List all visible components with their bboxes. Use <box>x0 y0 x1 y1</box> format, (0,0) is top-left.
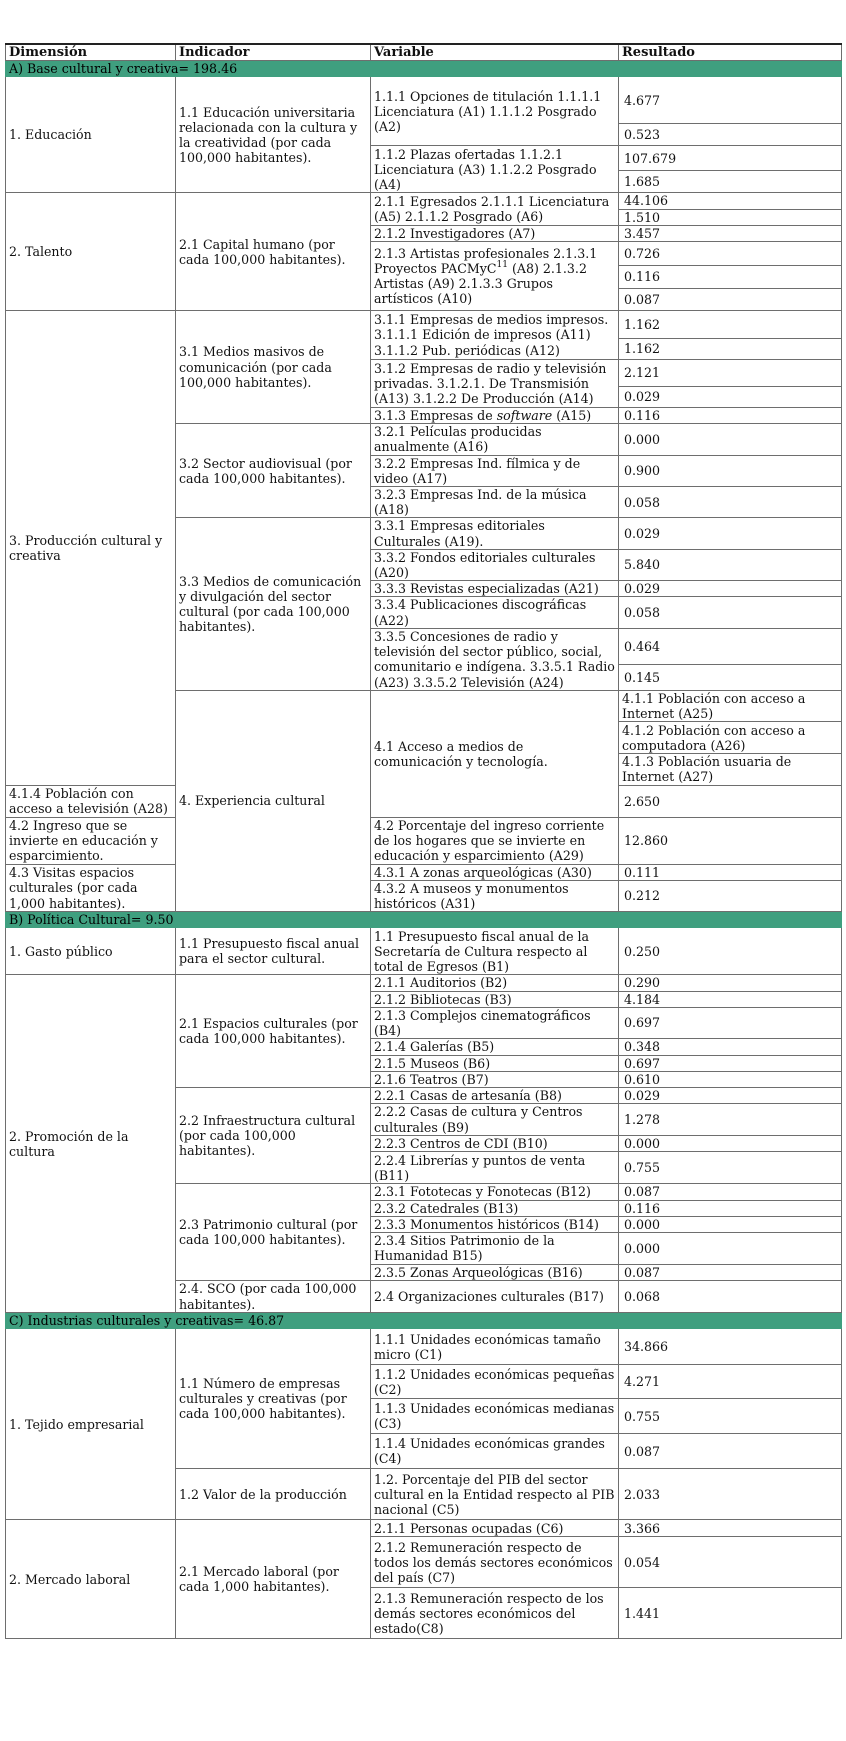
variable-text: 2.1.3 Artistas profesionales 2.1.3.1 Proyectos PACMyC <box>374 245 598 276</box>
variable-cell: 1.1.4 Unidades económicas grandes (C4) <box>371 1434 619 1469</box>
variable-cell: 4.1.2 Población con acceso a computadora (A26) <box>619 722 842 754</box>
section-header-b: B) Política Cultural= 9.50 <box>6 912 842 928</box>
indicator-cell: 3.1 Medios masivos de comunicación (por cada 100,000 habitantes). <box>176 311 371 424</box>
indicator-cell: 4.3 Visitas espacios culturales (por cada 1,000 habitantes). <box>6 864 176 912</box>
result-cell: 4.677 <box>619 77 842 124</box>
result-cell: 12.860 <box>619 817 842 864</box>
variable-cell: 1.1.1 Opciones de titulación 1.1.1.1 Licenciatura (A1) 1.1.1.2 Posgrado (A2) <box>371 77 619 146</box>
result-cell: 0.697 <box>619 1007 842 1038</box>
result-cell: 0.348 <box>619 1039 842 1055</box>
indicator-cell: 2.2 Infraestructura cultural (por cada 100,000 habitantes). <box>176 1087 371 1183</box>
result-cell: 3.457 <box>619 225 842 241</box>
result-cell: 0.029 <box>619 581 842 597</box>
dimension-cell: 1. Educación <box>6 77 176 193</box>
variable-cell: 2.1.5 Museos (B6) <box>371 1055 619 1071</box>
indicator-cell: 1.1 Número de empresas culturales y creativas (por cada 100,000 habitantes). <box>176 1329 371 1469</box>
variable-cell: 2.2.2 Casas de cultura y Centros culturales (B9) <box>371 1104 619 1136</box>
result-cell: 1.685 <box>619 171 842 193</box>
variable-cell: 2.3.1 Fototecas y Fonotecas (B12) <box>371 1184 619 1200</box>
result-cell: 0.116 <box>619 408 842 424</box>
dimension-cell: 1. Tejido empresarial <box>6 1329 176 1520</box>
result-cell: 5.840 <box>619 549 842 580</box>
variable-cell: 2.3.5 Zonas Arqueológicas (B16) <box>371 1264 619 1280</box>
variable-cell: 3.1.1 Empresas de medios impresos. 3.1.1.1 Edición de impresos (A11) 3.1.1.2 Pub. periódicas (A12) <box>371 311 619 360</box>
result-cell: 0.087 <box>619 1434 842 1469</box>
variable-cell: 3.2.3 Empresas Ind. de la música (A18) <box>371 487 619 518</box>
result-cell: 0.116 <box>619 1200 842 1216</box>
variable-cell: 3.2.1 Películas producidas anualmente (A16) <box>371 424 619 455</box>
variable-cell: 2.1.2 Remuneración respecto de todos los demás sectores económicos del país (C7) <box>371 1537 619 1588</box>
result-cell: 0.068 <box>619 1281 842 1313</box>
variable-cell: 4.3.1 A zonas arqueológicas (A30) <box>371 864 619 880</box>
variable-text: (A15) <box>552 408 592 424</box>
variable-cell <box>371 242 619 311</box>
result-cell: 0.054 <box>619 1537 842 1588</box>
result-cell: 0.212 <box>619 880 842 911</box>
variable-cell: 2.1.6 Teatros (B7) <box>371 1071 619 1087</box>
variable-cell: 1.1 Presupuesto fiscal anual de la Secretaría de Cultura respecto al total de Egresos (B1) <box>371 928 619 975</box>
indicator-cell: 2.1 Capital humano (por cada 100,000 habitantes). <box>176 193 371 311</box>
dimension-cell: 2. Talento <box>6 193 176 311</box>
result-cell: 0.523 <box>619 124 842 146</box>
indicator-cell: 3.3 Medios de comunicación y divulgación del sector cultural (por cada 100,000 habitantes). <box>176 518 371 690</box>
section-header-c: C) Industrias culturales y creativas= 46.87 <box>6 1313 842 1329</box>
variable-cell: 2.1.3 Remuneración respecto de los demás sectores económicos del estado(C8) <box>371 1588 619 1639</box>
indicator-cell: 2.1 Mercado laboral (por cada 1,000 habitantes). <box>176 1520 371 1639</box>
variable-cell: 2.2.3 Centros de CDI (B10) <box>371 1136 619 1152</box>
result-cell: 2.033 <box>619 1469 842 1520</box>
dimension-cell: 1. Gasto público <box>6 928 176 975</box>
result-cell: 0.029 <box>619 518 842 549</box>
result-cell: 1.510 <box>619 209 842 225</box>
result-cell: 44.106 <box>619 193 842 209</box>
result-cell: 0.697 <box>619 1055 842 1071</box>
indicator-cell: 4.1 Acceso a medios de comunicación y tecnología. <box>371 690 619 817</box>
indicator-cell: 1.2 Valor de la producción <box>176 1469 371 1520</box>
indicator-cell: 1.1 Presupuesto fiscal anual para el sector cultural. <box>176 928 371 975</box>
variable-text-italic: software <box>496 408 553 424</box>
variable-text: (A8) 2.1.3.2 Artistas (A9) 2.1.3.3 Grupos artísticos (A10) <box>374 260 587 307</box>
result-cell: 0.000 <box>619 1136 842 1152</box>
result-cell: 0.000 <box>619 424 842 455</box>
result-cell: 4.271 <box>619 1365 842 1399</box>
indicator-cell: 2.3 Patrimonio cultural (por cada 100,000 habitantes). <box>176 1184 371 1281</box>
result-cell: 0.726 <box>619 242 842 266</box>
header-variable: Variable <box>371 44 619 61</box>
result-cell: 0.610 <box>619 1071 842 1087</box>
header-indicator: Indicador <box>176 44 371 61</box>
result-cell: 0.000 <box>619 1216 842 1232</box>
result-cell: 0.755 <box>619 1152 842 1184</box>
variable-cell: 1.2. Porcentaje del PIB del sector cultural en la Entidad respecto al PIB nacional (C5) <box>371 1469 619 1520</box>
variable-cell: 2.1.1 Egresados 2.1.1.1 Licenciatura (A5) 2.1.1.2 Posgrado (A6) <box>371 193 619 225</box>
variable-cell: 3.3.5 Concesiones de radio y televisión del sector público, social, comunitario e indígena. 3.3.5.1 Radio (A23) 3.3.5.2 Televisión (A24) <box>371 628 619 690</box>
variable-cell: 2.1.3 Complejos cinematográficos (B4) <box>371 1007 619 1038</box>
variable-cell: 2.2.4 Librerías y puntos de venta (B11) <box>371 1152 619 1184</box>
result-cell: 2.121 <box>619 360 842 387</box>
variable-cell: 4.1.1 Población con acceso a Internet (A25) <box>619 690 842 721</box>
variable-cell: 4.1.3 Población usuaria de Internet (A27) <box>619 754 842 785</box>
result-cell: 0.029 <box>619 387 842 408</box>
variable-cell: 2.1.4 Galerías (B5) <box>371 1039 619 1055</box>
dimension-cell: 2. Promoción de la cultura <box>6 975 176 1313</box>
section-header-a: A) Base cultural y creativa= 198.46 <box>6 61 842 77</box>
variable-cell: 1.1.2 Plazas ofertadas 1.1.2.1 Licenciatura (A3) 1.1.2.2 Posgrado (A4) <box>371 146 619 193</box>
variable-cell: 2.1.1 Auditorios (B2) <box>371 975 619 991</box>
result-cell: 3.366 <box>619 1520 842 1537</box>
indicator-cell: 4.2 Ingreso que se invierte en educación y esparcimiento. <box>6 817 176 864</box>
variable-cell: 3.2.2 Empresas Ind. fílmica y de video (A17) <box>371 455 619 486</box>
result-cell: 107.679 <box>619 146 842 171</box>
indicator-cell: 2.1 Espacios culturales (por cada 100,000 habitantes). <box>176 975 371 1087</box>
result-cell: 0.145 <box>619 664 842 690</box>
variable-cell: 3.3.3 Revistas especializadas (A21) <box>371 581 619 597</box>
result-cell: 0.087 <box>619 1264 842 1280</box>
result-cell: 1.278 <box>619 1104 842 1136</box>
indicator-cell: 1.1 Educación universitaria relacionada con la cultura y la creatividad (por cada 100,000 habitantes). <box>176 77 371 193</box>
result-cell: 0.029 <box>619 1087 842 1103</box>
variable-cell: 2.1.1 Personas ocupadas (C6) <box>371 1520 619 1537</box>
dimension-cell: 4. Experiencia cultural <box>176 690 371 911</box>
result-cell: 0.250 <box>619 928 842 975</box>
footnote-marker: 11 <box>496 259 508 270</box>
dimension-cell: 3. Producción cultural y creativa <box>6 311 176 786</box>
dimension-cell: 2. Mercado laboral <box>6 1520 176 1639</box>
variable-cell: 1.1.2 Unidades económicas pequeñas (C2) <box>371 1365 619 1399</box>
result-cell: 1.441 <box>619 1588 842 1639</box>
variable-cell: 3.3.2 Fondos editoriales culturales (A20) <box>371 549 619 580</box>
variable-cell: 2.1.2 Investigadores (A7) <box>371 225 619 241</box>
variable-cell: 2.3.4 Sitios Patrimonio de la Humanidad B15) <box>371 1232 619 1264</box>
result-cell: 0.111 <box>619 864 842 880</box>
result-cell: 4.184 <box>619 991 842 1007</box>
variable-cell: 3.1.2 Empresas de radio y televisión privadas. 3.1.2.1. De Transmisión (A13) 3.1.2.2 De Producción (A14) <box>371 360 619 408</box>
result-cell: 0.000 <box>619 1232 842 1264</box>
variable-cell <box>371 408 619 424</box>
variable-cell: 4.3.2 A museos y monumentos históricos (A31) <box>371 880 619 911</box>
header-result: Resultado <box>619 44 842 61</box>
indicator-table <box>5 43 842 1639</box>
variable-cell: 2.2.1 Casas de artesanía (B8) <box>371 1087 619 1103</box>
variable-cell: 3.3.4 Publicaciones discográficas (A22) <box>371 597 619 628</box>
result-cell: 0.116 <box>619 266 842 289</box>
result-cell: 0.464 <box>619 628 842 664</box>
header-dimension: Dimensión <box>6 44 176 61</box>
variable-text: 3.1.3 Empresas de <box>374 408 497 424</box>
result-cell: 2.650 <box>619 785 842 817</box>
result-cell: 0.087 <box>619 289 842 311</box>
result-cell: 0.900 <box>619 455 842 486</box>
variable-cell: 4.1.4 Población con acceso a televisión (A28) <box>6 785 176 817</box>
variable-cell: 2.4 Organizaciones culturales (B17) <box>371 1281 619 1313</box>
variable-cell: 2.3.3 Monumentos históricos (B14) <box>371 1216 619 1232</box>
variable-cell: 3.3.1 Empresas editoriales Culturales (A19). <box>371 518 619 549</box>
indicator-cell: 3.2 Sector audiovisual (por cada 100,000 habitantes). <box>176 424 371 518</box>
variable-cell: 1.1.1 Unidades económicas tamaño micro (C1) <box>371 1329 619 1365</box>
result-cell: 34.866 <box>619 1329 842 1365</box>
result-cell: 1.162 <box>619 339 842 360</box>
result-cell: 1.162 <box>619 311 842 339</box>
result-cell: 0.755 <box>619 1399 842 1434</box>
variable-cell: 2.3.2 Catedrales (B13) <box>371 1200 619 1216</box>
variable-cell: 2.1.2 Bibliotecas (B3) <box>371 991 619 1007</box>
result-cell: 0.058 <box>619 597 842 628</box>
result-cell: 0.087 <box>619 1184 842 1200</box>
variable-cell: 1.1.3 Unidades económicas medianas (C3) <box>371 1399 619 1434</box>
indicator-cell: 2.4. SCO (por cada 100,000 habitantes). <box>176 1281 371 1313</box>
variable-cell: 4.2 Porcentaje del ingreso corriente de los hogares que se invierte en educación y esparcimiento (A29) <box>371 817 619 864</box>
result-cell: 0.058 <box>619 487 842 518</box>
result-cell: 0.290 <box>619 975 842 991</box>
